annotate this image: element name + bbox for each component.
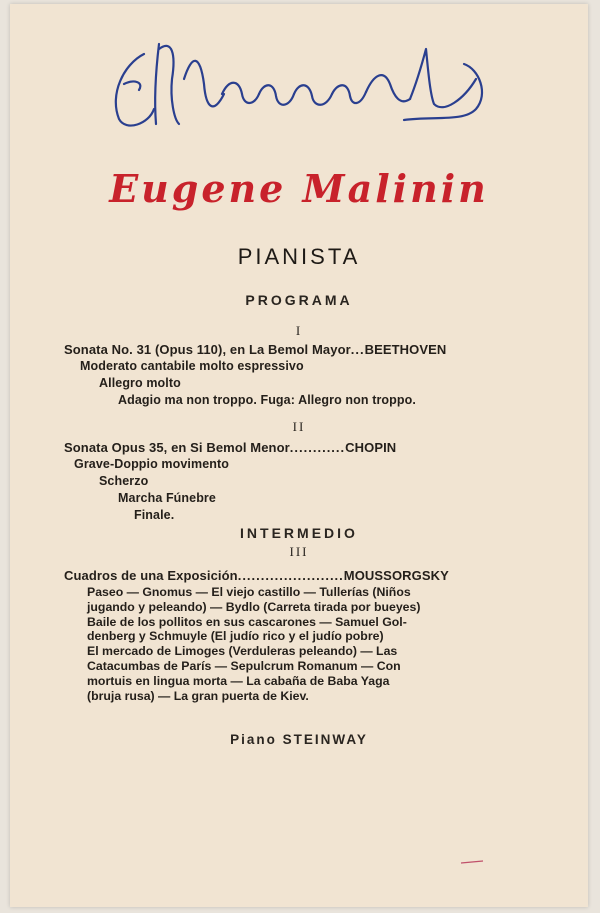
- performer-role: PIANISTA: [237, 244, 361, 269]
- part-one-numeral: I: [295, 323, 303, 338]
- movement-item: Adagio ma non troppo. Fuga: Allegro non troppo.: [118, 393, 416, 407]
- part-one-work: [64, 342, 446, 357]
- part-two-numeral: II: [292, 419, 306, 434]
- movement-line: denberg y Schmuyle (El judío rico y el judío pobre): [87, 629, 384, 644]
- movement-line: Paseo — Gnomus — El viejo castillo — Tullerías (Niños: [87, 585, 411, 599]
- leader-dots: .......................: [237, 568, 344, 583]
- movement-line: Catacumbas de París — Sepulcrum Romanum — Con: [87, 658, 401, 673]
- program-heading: PROGRAMA: [245, 292, 353, 308]
- movement-item: Moderato cantabile molto espressivo: [80, 359, 304, 373]
- intermission-heading: INTERMEDIO: [240, 525, 358, 541]
- movement-item: Grave-Doppio movimento: [74, 457, 229, 471]
- part-three-work: [64, 568, 449, 583]
- work-title: Sonata No. 31 (Opus 110), en La Bemol Mayor: [64, 342, 351, 357]
- movement-line: Baile de los pollitos en sus cascarones — Samuel Gol-: [87, 614, 407, 629]
- movement-line: (bruja rusa) — La gran puerta de Kiev.: [87, 688, 309, 703]
- leader-dots: ............: [289, 440, 346, 455]
- piano-credit: Piano STEINWAY: [230, 732, 368, 747]
- movement-list: [87, 585, 467, 703]
- ink-mark: [460, 859, 484, 865]
- movement-line: El mercado de Limoges (Verduleras peleando) — Las: [87, 644, 398, 659]
- movement-item: Allegro molto: [99, 376, 181, 390]
- composer-name: MOUSSORGSKY: [343, 568, 449, 583]
- movement-line: mortuis en lingua morta — La cabaña de Baba Yaga: [87, 673, 390, 688]
- movement-item: Marcha Fúnebre: [118, 491, 216, 505]
- work-title: Cuadros de una Exposición: [64, 568, 238, 583]
- leader-dots: ...: [350, 342, 365, 357]
- movement-line: jugando y peleando) — Bydlo (Carreta tirada por bueyes): [87, 599, 421, 614]
- movement-item: Finale.: [134, 508, 175, 522]
- composer-name: BEETHOVEN: [364, 342, 447, 357]
- signature: [104, 24, 504, 134]
- movement-item: Scherzo: [99, 474, 149, 488]
- program-page: [10, 4, 588, 907]
- performer-name: Eugene Malinin: [109, 166, 489, 211]
- part-two-work: [64, 440, 396, 455]
- composer-name: CHOPIN: [345, 440, 397, 455]
- part-three-numeral: III: [289, 544, 309, 559]
- work-title: Sonata Opus 35, en Si Bemol Menor: [64, 440, 290, 455]
